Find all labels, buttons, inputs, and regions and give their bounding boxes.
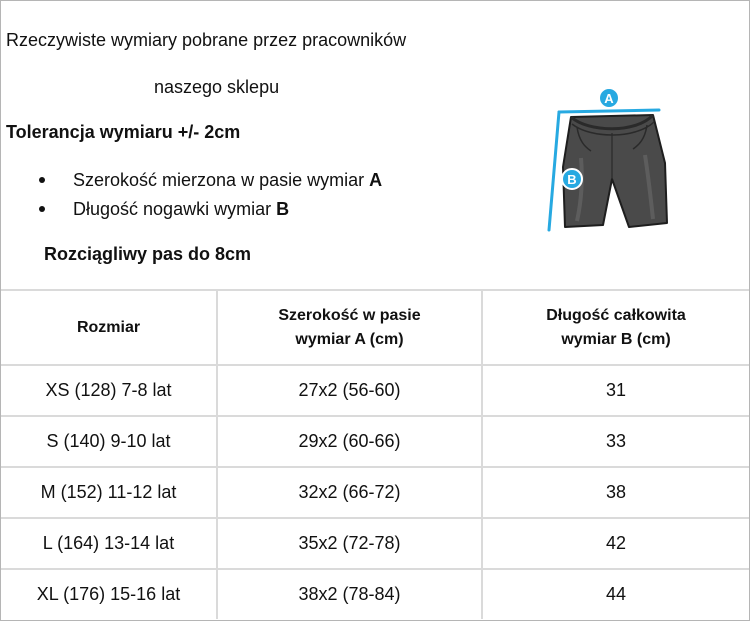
table-row — [1, 518, 749, 569]
cell-length: 31 — [482, 365, 749, 416]
cell-size: S (140) 9-10 lat — [1, 416, 217, 467]
bullet-text: Długość nogawki wymiar — [73, 199, 277, 219]
cell-length: 38 — [482, 467, 749, 518]
cell-waist: 29x2 (60-66) — [217, 416, 482, 467]
cell-size: XS (128) 7-8 lat — [1, 365, 217, 416]
table-row — [1, 569, 749, 619]
label-a: A — [604, 91, 614, 106]
cell-waist: 35x2 (72-78) — [217, 518, 482, 569]
shorts-measurement-icon — [541, 83, 681, 233]
intro-section — [1, 1, 749, 289]
bullet-icon — [39, 177, 45, 183]
header-length — [482, 290, 749, 365]
bullet-icon — [39, 206, 45, 212]
cell-waist: 32x2 (66-72) — [217, 467, 482, 518]
size-table — [1, 289, 749, 619]
table-row — [1, 416, 749, 467]
header-waist — [217, 290, 482, 365]
cell-waist: 27x2 (56-60) — [217, 365, 482, 416]
measurement-list — [39, 169, 382, 227]
cell-length: 44 — [482, 569, 749, 619]
table-row — [1, 365, 749, 416]
cell-size: L (164) 13-14 lat — [1, 518, 217, 569]
table-row — [1, 467, 749, 518]
tolerance-note: Tolerancja wymiaru +/- 2cm — [6, 122, 241, 142]
stretch-note: Rozciągliwy pas do 8cm — [44, 244, 252, 264]
header-line: Szerokość w pasie — [278, 306, 421, 324]
table-header-row — [1, 290, 749, 365]
header-line: wymiar A (cm) — [295, 330, 404, 348]
header-size — [1, 290, 217, 365]
header-line: Długość całkowita — [546, 306, 686, 324]
intro-line-2: naszego sklepu — [154, 77, 280, 97]
bullet-mark: B — [276, 199, 290, 219]
label-b: B — [567, 172, 577, 187]
bullet-text: Szerokość mierzona w pasie wymiar — [73, 170, 370, 190]
list-item — [39, 198, 382, 227]
cell-length: 42 — [482, 518, 749, 569]
list-item — [39, 169, 382, 198]
cell-size: XL (176) 15-16 lat — [1, 569, 217, 619]
header-line: Rozmiar — [76, 318, 141, 336]
cell-length: 33 — [482, 416, 749, 467]
bullet-mark: A — [369, 170, 383, 190]
intro-line-1: Rzeczywiste wymiary pobrane przez pracowników — [6, 30, 407, 50]
cell-size: M (152) 11-12 lat — [1, 467, 217, 518]
header-line: wymiar B (cm) — [561, 330, 671, 348]
cell-waist: 38x2 (78-84) — [217, 569, 482, 619]
